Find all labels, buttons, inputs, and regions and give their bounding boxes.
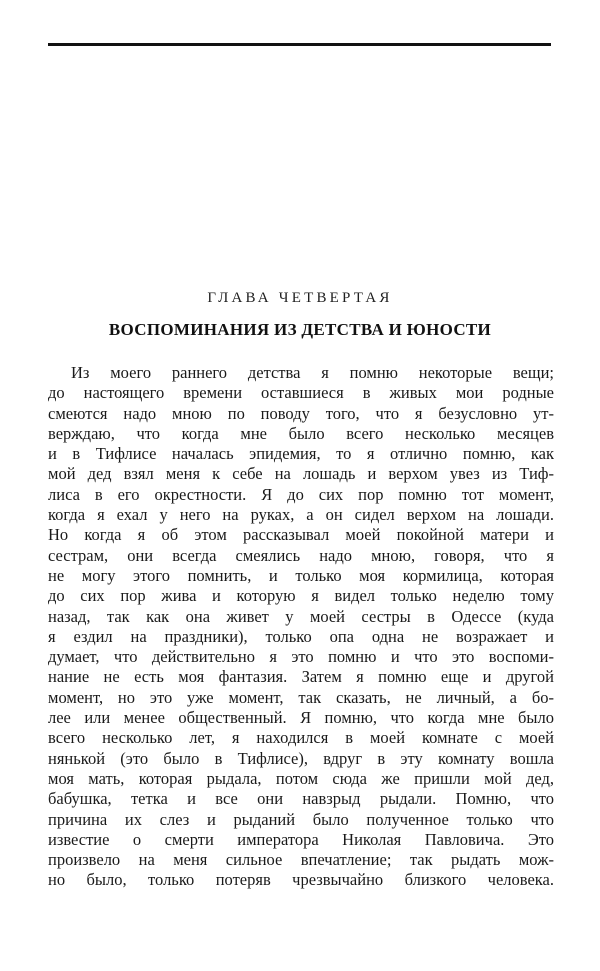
chapter-title: ВОСПОМИНАНИЯ ИЗ ДЕТСТВА И ЮНОСТИ — [108, 320, 492, 339]
text-line: момент, но это уже момент, так сказать, не личный, а бо- — [48, 687, 554, 707]
text-line: Из моего раннего детства я помню некоторые вещи; — [71, 363, 554, 382]
text-line: бабушка, тетка и все они навзрыд рыдали. Помню, что — [48, 789, 554, 809]
text-line: мой дед взял меня к себе на лошадь и верхом увез из Тиф- — [48, 464, 554, 484]
text-line: не могу этого помнить, и только моя кормилица, которая — [48, 565, 554, 585]
text-line: но было, только потеряв чрезвычайно близкого человека. — [48, 870, 554, 890]
text-line: думает, что действительно я это помню и что это воспоми- — [48, 647, 554, 667]
text-line: я ездил на праздники), только опа одна не возражает и — [48, 626, 554, 646]
text-line: причина их слез и рыданий было полученное только что — [48, 809, 554, 829]
text-line: когда я ехал у него на руках, а он сидел верхом на лошади. — [48, 505, 554, 525]
text-line: верждаю, что когда мне было всего несколько месяцев — [48, 423, 554, 443]
text-line: всего несколько лет, я находился в моей комнате с моей — [48, 728, 554, 748]
chapter-label: ГЛАВА ЧЕТВЕРТАЯ — [207, 290, 393, 306]
text-line: до сих пор жива и которую я видел только неделю тому — [48, 586, 554, 606]
text-line: известие о смерти императора Николая Павловича. Это — [48, 829, 554, 849]
header-rule — [48, 43, 551, 46]
text-line: смеются надо мною по поводу того, что я безусловно ут- — [48, 403, 554, 423]
text-line: моя мать, которая рыдала, потом сюда же пришли мой дед, — [48, 768, 554, 788]
text-line: лиса в его окрестности. Я до сих пор помню тот момент, — [48, 484, 554, 504]
text-line: и в Тифлисе началась эпидемия, то я отлично помню, как — [48, 444, 554, 464]
text-line: до настоящего времени оставшиеся в живых мои родные — [48, 383, 554, 403]
text-line: сестрам, они всегда смеялись надо мною, говоря, что я — [48, 545, 554, 565]
text-line: назад, так как она живет у моей сестры в Одессе (куда — [48, 606, 554, 626]
body-paragraph — [48, 363, 554, 891]
text-line: нянькой (это было в Тифлисе), вдруг в эту комнату вошла — [48, 748, 554, 768]
text-line: произвело на меня сильное впечатление; так рыдать мож- — [48, 850, 554, 870]
text-line: Но когда я об этом рассказывал моей покойной матери и — [48, 525, 554, 545]
text-line: нание не есть моя фантазия. Затем я помню еще и другой — [48, 667, 554, 687]
text-line: лее или менее общественный. Я помню, что когда мне было — [48, 708, 554, 728]
